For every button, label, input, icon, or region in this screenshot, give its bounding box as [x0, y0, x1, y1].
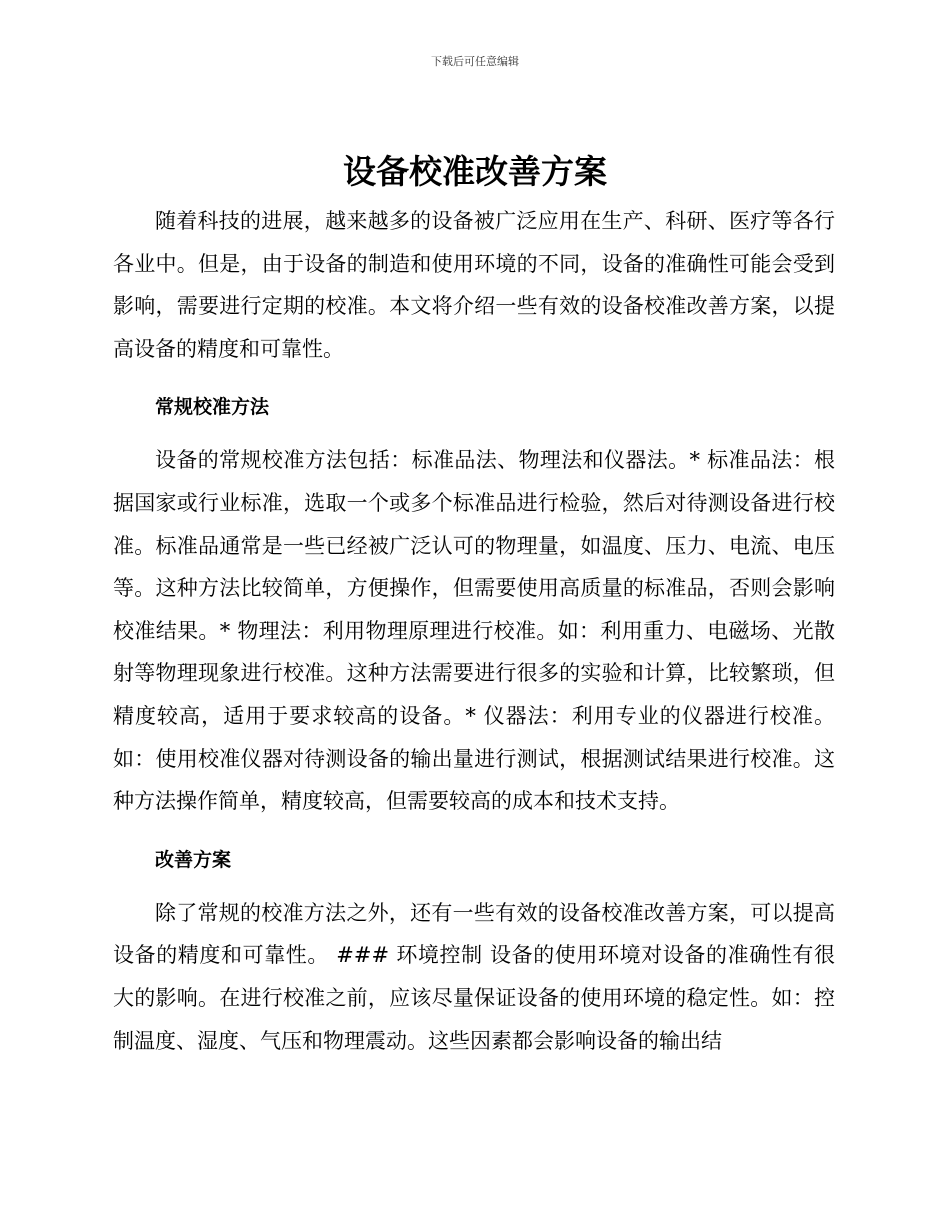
section-heading-improvement-plan: 改善方案: [155, 848, 232, 871]
intro-paragraph: 随着科技的进展，越来越多的设备被广泛应用在生产、科研、医疗等各行各业中。但是，由于设备的制造和使用环境的不同，设备的准确性可能会受到影响，需要进行定期的校准。本文将介绍一些有效的设备校准改善方案，以提高设备的精度和可靠性。: [113, 209, 835, 361]
section-paragraph-routine-calibration: 设备的常规校准方法包括：标准品法、物理法和仪器法。* 标准品法：根据国家或行业标准，选取一个或多个标准品进行检验，然后对待测设备进行校准。标准品通常是一些已经被广泛认可的物理量，如温度、压力、电流、电压等。这种方法比较简单，方便操作，但需要使用高质量的标准品，否则会影响校准结果。* 物理法：利用物理原理进行校准。如：利用重力、电磁场、光散射等物理现象进行校准。这种方法需要进行很多的实验和计算，比较繁琐，但精度较高，适用于要求较高的设备。* 仪器法：利用专业的仪器进行校准。如：使用校准仪器对待测设备的输出量进行测试，根据测试结果进行校准。这种方法操作简单，精度较高，但需要较高的成本和技术支持。: [113, 448, 835, 814]
section-heading-routine-calibration: 常规校准方法: [155, 396, 270, 419]
section-paragraph-improvement-plan: 除了常规的校准方法之外，还有一些有效的设备校准改善方案，可以提高设备的精度和可靠性。 ### 环境控制 设备的使用环境对设备的准确性有很大的影响。在进行校准之前，应该尽量保证设备的使用环境的稳定性。如：控制温度、湿度、气压和物理震动。这些因素都会影响设备的输出结: [113, 900, 835, 1053]
document-title: 设备校准改善方案: [343, 152, 607, 191]
header-note: 下载后可任意编辑: [431, 55, 519, 68]
document-body: [113, 200, 835, 1062]
